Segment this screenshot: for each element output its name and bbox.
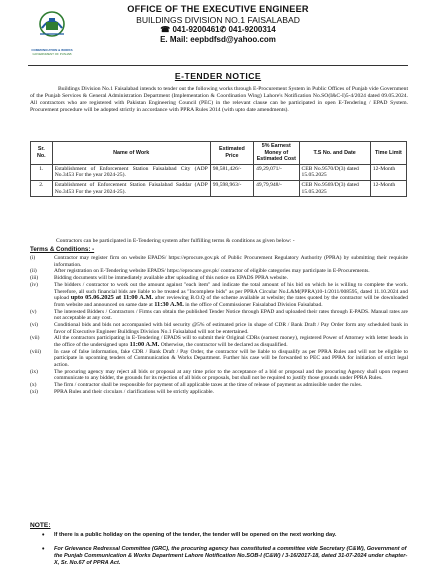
note-item <box>42 546 408 567</box>
term-text: Conditional bids and bids not accompanied with bid security @5% of estimated price in shape of CDR / Bank Draft / Pay Order form any scheduled bank in favor of Executive Engineer Buildings Division No.1 Faisalabad will not be entertained. <box>54 321 408 335</box>
term-text <box>54 335 408 348</box>
term-text: The interested Bidders / Contractors / Firms can obtain the published Tender Notice through EPAD and uploaded their rates through E-PADS. Manual rates are not acceptable at any cost. <box>54 308 408 322</box>
opening-time: 11:30 A.M. <box>154 300 184 308</box>
term-text-part: All the contractors participating in E-Tendering / EPADS will to submit their Original CDRs (earnest money), registered Power of Attorney with letter heads in the office of the undersigned upto <box>54 335 408 348</box>
list-item <box>30 255 408 268</box>
col-earnest-money: 5% Earnest Money of Estimated Cost <box>254 142 299 165</box>
cell-earnest: 49,79,948/- <box>254 180 299 196</box>
cell-work: Establishment of Enforcement Station Faisalabad Saddar (ADP No.3453 For the year 2024-25). <box>52 180 210 196</box>
cell-earnest: 49,29,071/- <box>254 164 299 180</box>
terms-list <box>30 255 408 396</box>
email-address: E. Mail: eepbdfsd@yahoo.com <box>160 35 276 44</box>
header-divider <box>28 65 408 66</box>
table-row <box>31 164 407 180</box>
contractors-line: Contractors can be participated in E-Tendering system after fulfilling terms & conditions as given below: - <box>56 238 295 244</box>
list-item <box>30 268 408 275</box>
col-sr-no: Sr. No. <box>31 142 53 165</box>
logo-caption-bottom: GOVERNMENT OF PUNJAB <box>32 52 72 56</box>
cell-ts: CEB No.9570/D(3) dated 15.05.2025 <box>299 164 370 180</box>
logo-caption-top: COMMUNICATION & WORKS <box>31 48 73 52</box>
term-number: (ii) <box>30 268 37 275</box>
notice-title: E-TENDER NOTICE <box>174 71 262 81</box>
term-text: PPRA Rules and their circulars / clarifications will be strictly applicable. <box>54 388 214 395</box>
intro-paragraph: Buildings Division No.1 Faisalabad intends to tender out the following works through E-Procurement System in Public Offices of Punjab vide Government of the Punjab Services & General Administration Department (Implementation & Coordination Wing) Lahore's Notification No.SO(I&C-I)5-4/2024 dated 09.05.2024. All contractors who are registered with Pakistan Engineering Council (PEC) in the relevant clause can be participated in open E-Tendering / EPAD System. Procurement procedure will be adopted strictly in accordance with PPRA Rules 2014 (with upto date amendments). <box>30 86 408 113</box>
col-time-limit: Time Limit <box>370 142 406 165</box>
term-text: Contractor may register firm on website EPADS/ https://eprocure.gov.pk of Public Procurement Regulatory Authority (PPRA) by submitting their requisite information. <box>54 255 408 268</box>
term-number: (v) <box>30 308 37 315</box>
letterhead <box>0 4 436 45</box>
list-item <box>30 309 408 322</box>
term-number: (ix) <box>30 368 38 375</box>
works-table <box>30 141 407 197</box>
term-text: Bidding documents will be immediately available after uploading of this notice on EPADS PPRA website. <box>54 275 288 282</box>
term-text: In case of false information, fake CDR / Bank Draft / Pay Order, the contractor will be liable to disqualify as per PPRA Rules and will not be eligible to participate in upcoming tenders of Communication & Works Department. Further his case will be forwarded to PEC and PPRA for initiation of strict legal action. <box>54 348 408 368</box>
cell-ts: CEB No.9569/D(3) dated 15.05.2025 <box>299 180 370 196</box>
term-number: (vii) <box>30 335 40 342</box>
cell-sr: 2. <box>31 180 53 196</box>
list-item <box>30 349 408 369</box>
term-text-part: The bidders / contractor to work out the amount against "each item" and indicate the total amount of his bid on which he is willing to complete the work. Therefore, all such financial bids are liable to be treated as "Incomplete bids" as per PPRA Circular No.L&M(PPRA)10-1/2011/008595, dated 11.10.2024 and upload <box>54 282 408 302</box>
note-text: For Grievance Redressal Committee (GRC), the procuring agency has constituted a committee vide Secretary (C&W), Government of the Punjab Communication & Works Department Lahore Notification No.SOB-I (C&W) / 3-16/2017-18, dated 31-07-2024 under chapter-X, Sr. No.67 of PPRA Act. <box>54 546 408 566</box>
col-name-of-work: Name of Work <box>52 142 210 165</box>
term-text-part: after reviewing B.O.Q of the scheme available at website; the rates quoted by the contractor will be downloaded from website and announced on same date at <box>54 295 408 308</box>
bullet-icon: • <box>42 546 45 553</box>
cell-price: 98,581,426/- <box>210 164 253 180</box>
bullet-icon: • <box>42 532 45 539</box>
table-row <box>31 180 407 196</box>
terms-heading: Terms & Conditions: - <box>30 246 95 253</box>
term-number: (vi) <box>30 321 38 328</box>
list-item <box>30 322 408 335</box>
term-number: (iii) <box>30 275 39 282</box>
cell-work: Establishment of Enforcement Station Faisalabad City (ADP No.3453 For the year 2024-25). <box>52 164 210 180</box>
list-item <box>30 335 408 348</box>
division-name: BUILDINGS DIVISION NO.1 FAISALABAD <box>136 15 300 25</box>
term-text: The firm / contractor shall be responsible for payment of all applicable taxes at the time of release of payment as admissible under the rules. <box>54 382 363 389</box>
cell-price: 99,598,963/- <box>210 180 253 196</box>
list-item <box>30 389 408 396</box>
term-number: (viii) <box>30 348 41 355</box>
note-item <box>42 532 408 539</box>
term-text <box>54 282 408 308</box>
term-text: The procuring agency may reject all bids or proposal at any time prior to the acceptance of a bid or proposal and the procuring Agency shall upon request communicate to any bidder, the grounds for its rejection of all bids or proposals, but shall not be required to justify those grounds under PPRA Rules. <box>54 368 408 382</box>
term-text-part: in the office of Commissioner Faisalabad Division Faisalabad. <box>183 301 323 308</box>
col-ts-no-date: T.S No. and Date <box>299 142 370 165</box>
cell-time: 12-Month <box>370 180 406 196</box>
note-text: If there is a public holiday on the opening of the tender, the tender will be opened on the next working day. <box>54 532 337 538</box>
term-number: (iv) <box>30 282 38 289</box>
cell-time: 12-Month <box>370 164 406 180</box>
list-item <box>30 282 408 308</box>
submission-time: 11:00 A.M. <box>129 340 160 348</box>
term-number: (i) <box>30 255 36 261</box>
note-heading: NOTE: <box>30 522 51 529</box>
term-text: After registration on E-Tendering website EPADS/ https://eprocure.gov.pk/ contractor of eligible categories may participate in E-Procurements. <box>54 268 370 275</box>
list-item <box>30 382 408 389</box>
office-title: OFFICE OF THE EXECUTIVE ENGINEER <box>127 4 309 14</box>
upload-deadline: upto 05.06.2025 at 11:00 A.M. <box>70 294 154 302</box>
phone-numbers: ☎ 041-9200461✆ 041-9200314 <box>160 25 276 34</box>
term-number: (xi) <box>30 388 38 395</box>
list-item <box>30 275 408 282</box>
list-item <box>30 369 408 382</box>
cell-sr: 1. <box>31 164 53 180</box>
term-number: (x) <box>30 382 37 389</box>
col-estimated-price: Estimated Price <box>210 142 253 165</box>
term-text-part: Otherwise, the contractor will be declared as disqualified. <box>159 341 288 348</box>
table-header-row <box>31 142 407 165</box>
